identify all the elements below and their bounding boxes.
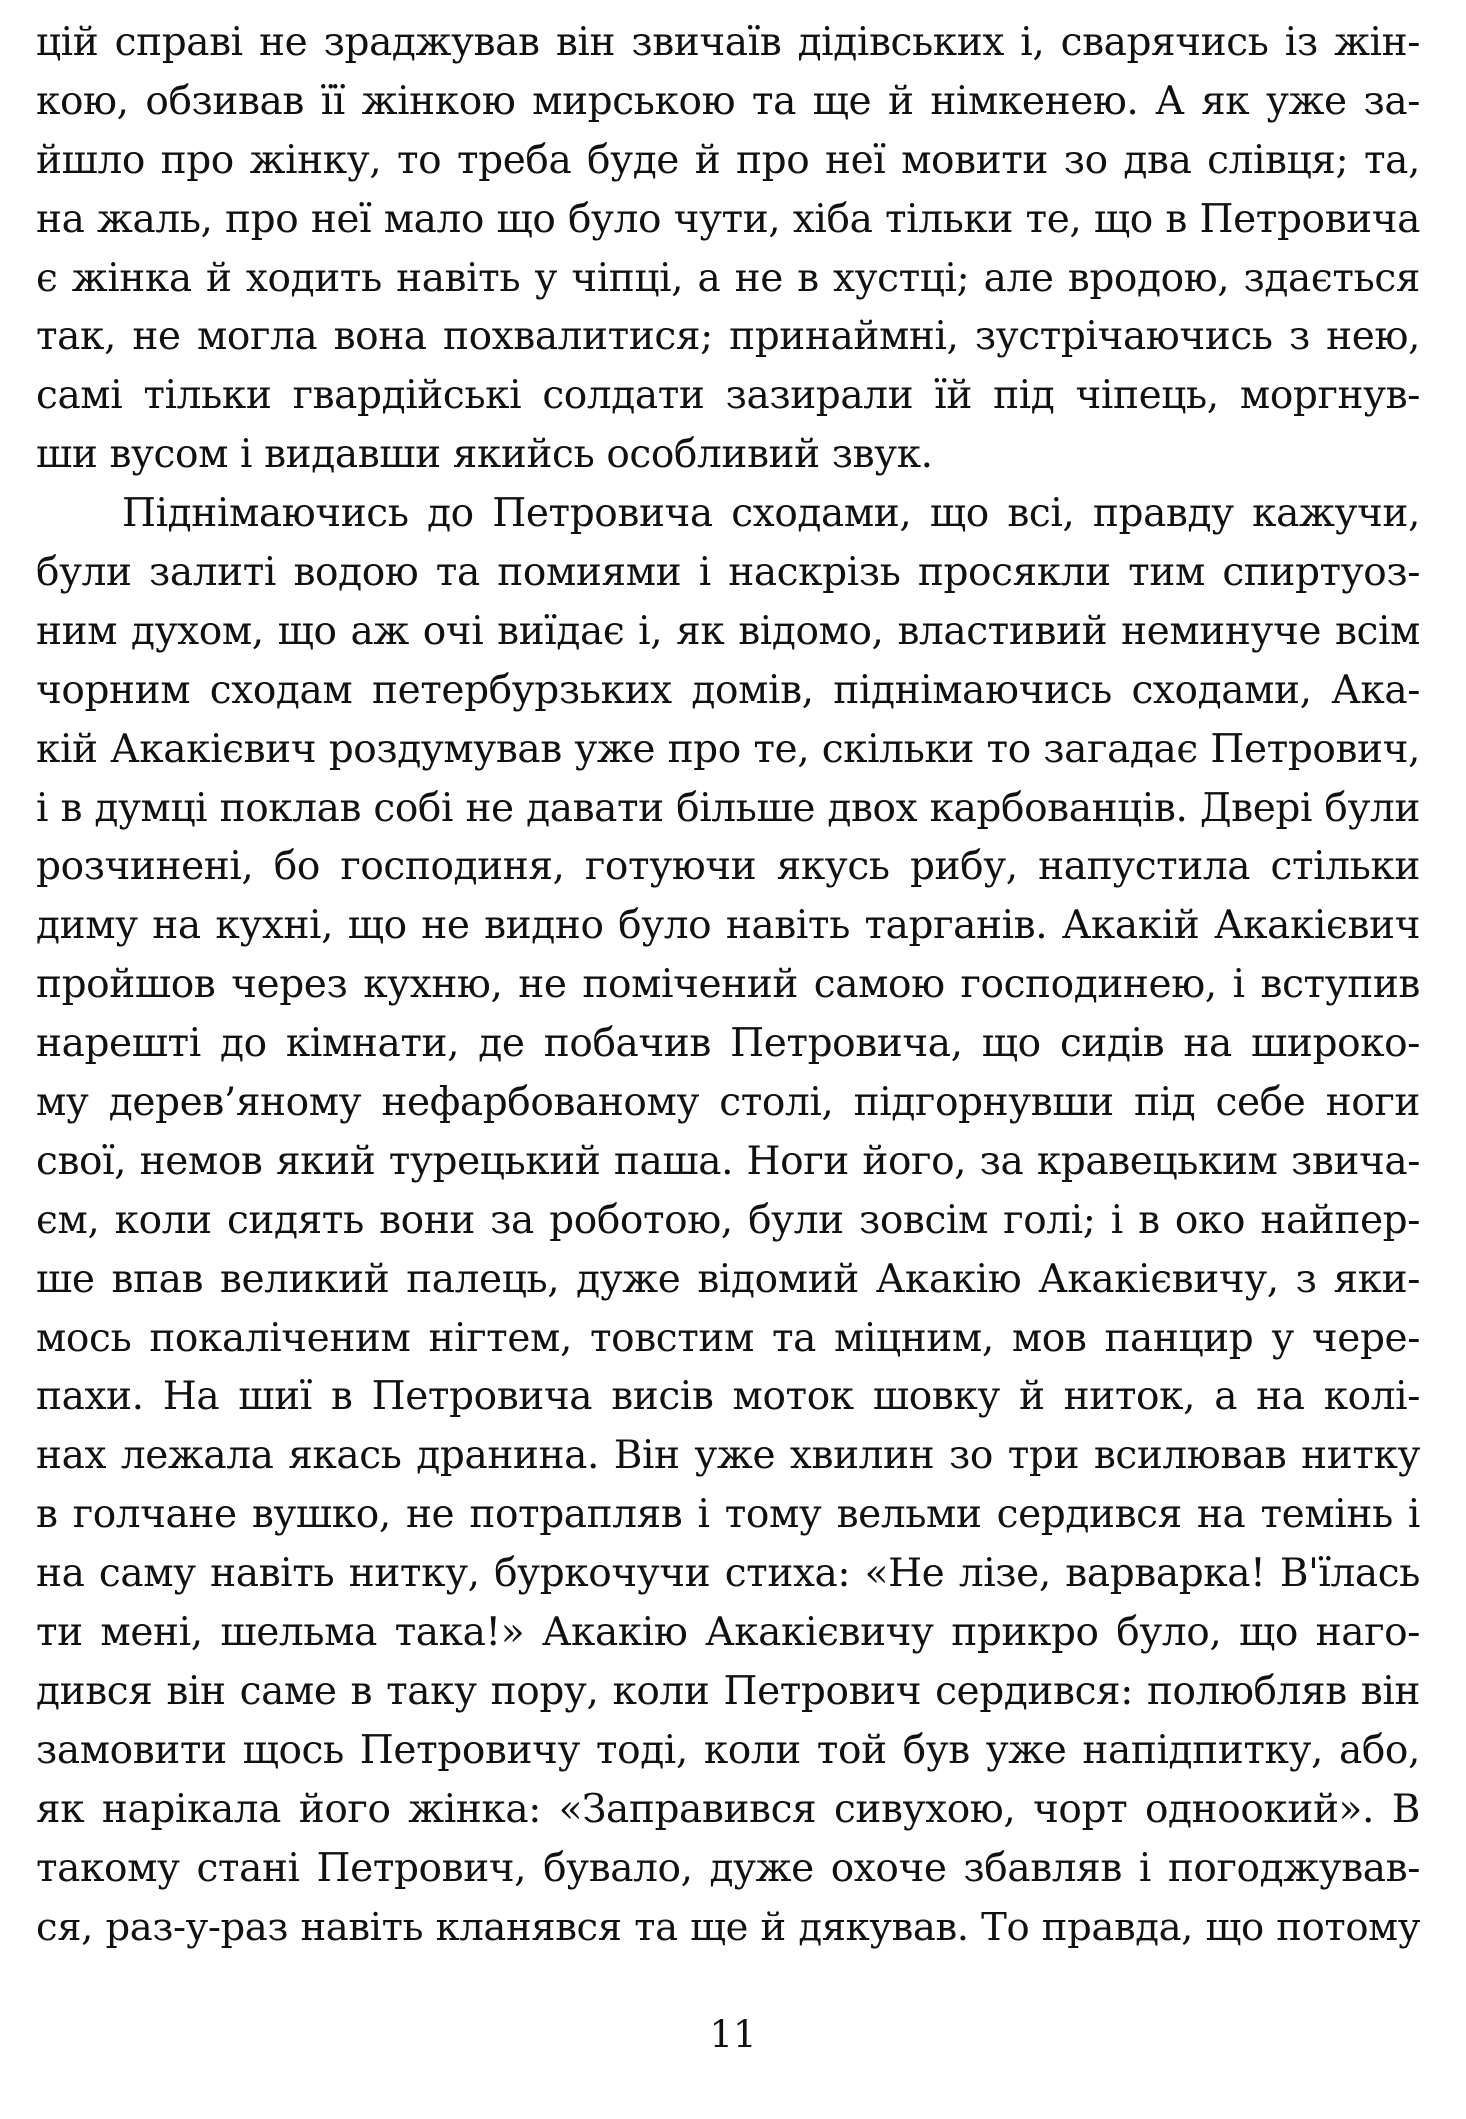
text-line: диму на кухні, що не видно було навіть тарганів. Акакій Акакієвич [36, 903, 1420, 949]
text-line: пройшов через кухню, не помічений самою господинею, і вступив [36, 962, 1420, 1008]
text-line: є жінка й ходить навіть у чіпці, а не в хустці; але вродою, здається [36, 255, 1420, 301]
text-line: були залиті водою та помиями і наскрізь просякли тим спиртуоз- [36, 550, 1420, 596]
text-line: і в думці поклав собі не давати більше двох карбованців. Двері були [36, 785, 1420, 831]
text-line: такому стані Петрович, бувало, дуже охоче збавляв і погоджував- [36, 1845, 1420, 1891]
text-line: самі тільки гвардійські солдати зазирали їй під чіпець, моргнув- [36, 373, 1420, 419]
text-line: пахи. На шиї в Петровича висів моток шовку й ниток, а на колі- [36, 1374, 1420, 1420]
text-line: замовити щось Петровичу тоді, коли той був уже напідпитку, або, [36, 1727, 1420, 1773]
text-line: на саму навіть нитку, буркочучи стиха: «Не лізе, варварка! В'їлась [36, 1551, 1420, 1597]
text-line: єм, коли сидять вони за роботою, були зовсім голі; і в око найпер- [36, 1197, 1420, 1243]
text-line: кою, обзивав її жінкою мирською та ще й німкенею. А як уже за- [36, 78, 1420, 124]
text-line: в голчане вушко, не потрапляв і тому вельми сердився на темінь і [36, 1492, 1420, 1538]
text-line: на жаль, про неї мало що було чути, хіба тільки те, що в Петровича [36, 196, 1420, 242]
text-line: му дерев’яному нефарбованому столі, підгорнувши під себе ноги [36, 1080, 1420, 1126]
text-line: як нарікала його жінка: «Заправився сивухою, чорт одноокий». В [36, 1786, 1420, 1832]
paragraph-end-line: ши вусом і видавши якийсь особливий звук. [36, 432, 933, 478]
text-line: ним духом, що аж очі виїдає і, як відомо, властивий неминуче всім [36, 608, 1420, 654]
text-line: мось покаліченим нігтем, товстим та міцним, мов панцир у чере- [36, 1315, 1420, 1361]
text-line: йшло про жінку, то треба буде й про неї мовити зо два слівця; та, [36, 137, 1420, 183]
text-line: кій Акакієвич роздумував уже про те, скільки то загадає Петрович, [36, 726, 1420, 772]
text-line: свої, немов який турецький паша. Ноги його, за кравецьким звича- [36, 1138, 1420, 1184]
text-line: ся, раз-у-раз навіть кланявся та ще й дякував. То правда, що потому [36, 1904, 1420, 1950]
body-text [36, 14, 1420, 1957]
text-line: ти мені, шельма така!» Акакію Акакієвичу прикро було, що наго- [36, 1610, 1420, 1656]
paragraph-start-line: Піднімаючись до Петровича сходами, що всі, правду кажучи, [122, 491, 1420, 537]
text-line: дився він саме в таку пору, коли Петрович сердився: полюбляв він [36, 1668, 1420, 1714]
text-line: цій справі не зраджував він звичаїв дідівських і, сварячись із жін- [36, 20, 1420, 65]
text-line: чорним сходам петербурзьких домів, піднімаючись сходами, Ака- [36, 667, 1420, 713]
text-line: так, не могла вона похвалитися; принаймні, зустрічаючись з нею, [36, 314, 1420, 360]
text-line: розчинені, бо господиня, готуючи якусь рибу, напустила стільки [36, 844, 1420, 890]
page-number: 11 [709, 2013, 757, 2056]
text-line: нарешті до кімнати, де побачив Петровича, що сидів на широко- [36, 1021, 1420, 1067]
text-line: нах лежала якась дранина. Він уже хвилин зо три всилював нитку [36, 1433, 1420, 1479]
text-line: ше впав великий палець, дуже відомий Акакію Акакієвичу, з яки- [36, 1256, 1420, 1302]
